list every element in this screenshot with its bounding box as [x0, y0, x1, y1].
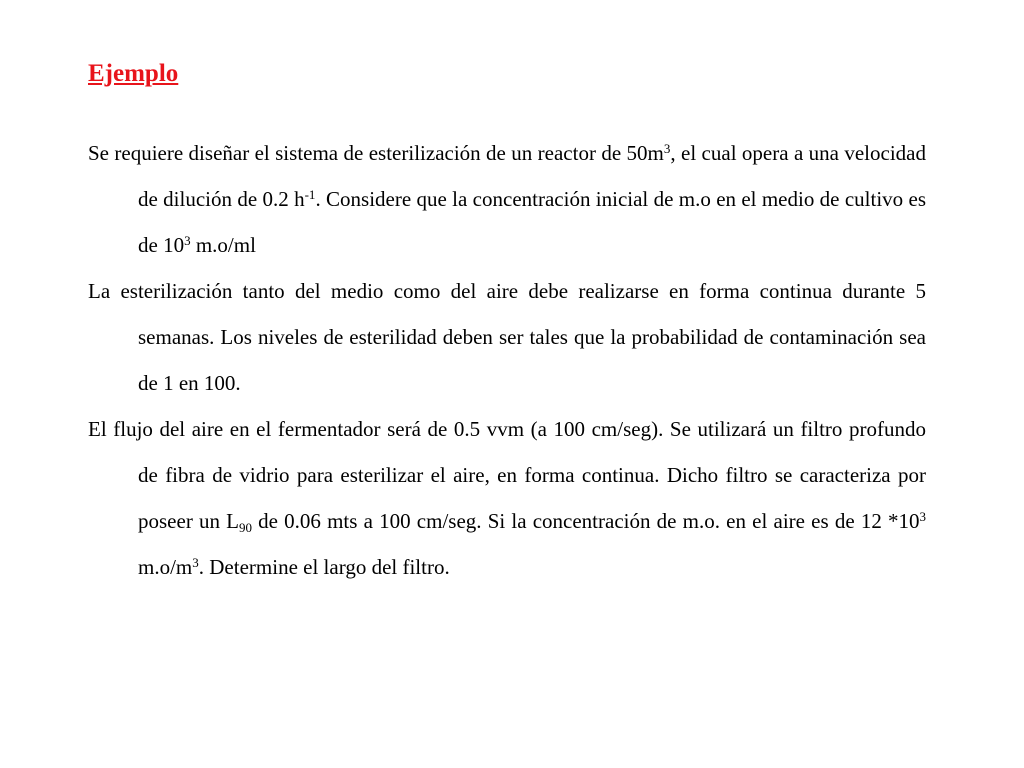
paragraph-sterilization: [88, 268, 926, 406]
reactor-text-2: , el cual opera a una velocidad de dilución de 0.2 h: [138, 141, 926, 211]
reactor-text-1: Se requiere diseñar el sistema de esterilización de un reactor de 50m: [88, 141, 664, 165]
filter-text-3: m.o/m: [138, 555, 193, 579]
reactor-sup-10-3: 3: [184, 233, 191, 248]
filter-text-2: de 0.06 mts a 100 cm/seg. Si la concentración de m.o. en el aire es de 12 *10: [252, 509, 920, 533]
paragraph-air-filter: [88, 406, 926, 590]
reactor-text-4: m.o/ml: [190, 233, 256, 257]
filter-sup-m3: 3: [192, 555, 199, 570]
slide-body: [88, 130, 926, 590]
filter-text-4: . Determine el largo del filtro.: [198, 555, 450, 579]
reactor-sup-h-1: -1: [304, 187, 316, 202]
reactor-sup-m3: 3: [663, 141, 671, 156]
filter-text-1: El flujo del aire en el fermentador será de 0.5 vvm (a 100 cm/seg). Se utilizará un filtro profundo de fibra de vidrio para esterilizar el aire, en forma continua. Dicho filtro se caracteriza por poseer un L: [88, 417, 926, 533]
sterilization-text: La esterilización tanto del medio como del aire debe realizarse en forma continua durante 5 semanas. Los niveles de esterilidad deben ser tales que la probabilidad de contaminación sea de 1 en 100.: [88, 279, 926, 395]
slide-title: Ejemplo: [88, 60, 179, 87]
filter-sub-90: 90: [239, 520, 252, 535]
filter-sup-10-3: 3: [919, 509, 926, 524]
reactor-text-3: . Considere que la concentración inicial de m.o en el medio de cultivo es de 10: [138, 187, 926, 257]
paragraph-reactor: [88, 130, 926, 268]
